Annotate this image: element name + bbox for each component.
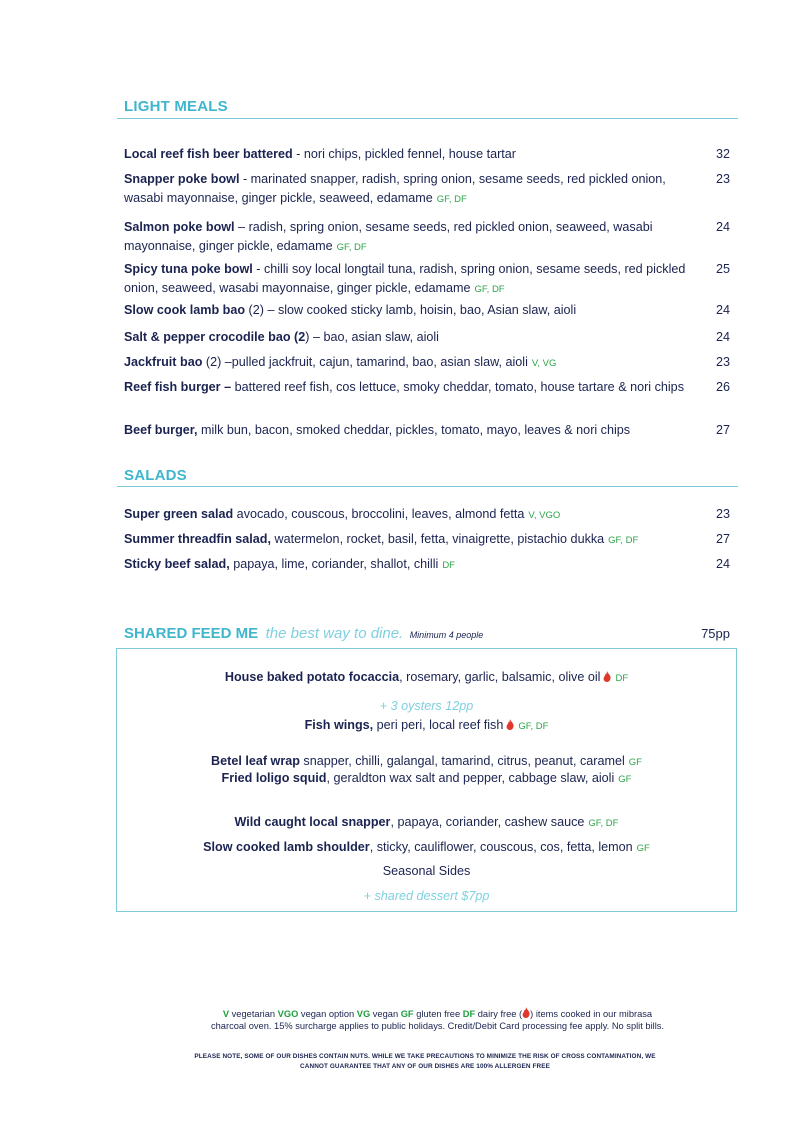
legend-vgo: VGO <box>277 1009 299 1019</box>
item-price: 25 <box>715 262 730 276</box>
allergen-warning-line1: PLEASE NOTE, SOME OF OUR DISHES CONTAIN NUTS. WHILE WE TAKE PRECAUTIONS TO MINIMIZE THE RISK OF CROSS CONTAMINATION, WE <box>194 1053 656 1060</box>
item-name: Snapper poke bowl <box>124 172 240 186</box>
footer-legend <box>150 1007 725 1021</box>
diet-tag: GF, DF <box>336 242 367 253</box>
item-desc: , rosemary, garlic, balsamic, olive oil <box>399 670 601 684</box>
diet-tag: GF, DF <box>608 535 639 546</box>
item-desc: peri peri, local reef fish <box>373 718 504 732</box>
item-name: Beef burger, <box>124 423 198 437</box>
menu-item <box>124 353 694 373</box>
item-name: Jackfruit bao <box>124 355 203 369</box>
item-price: 27 <box>715 532 730 546</box>
diet-tag: GF, DF <box>518 721 549 732</box>
item-desc: watermelon, rocket, basil, fetta, vinaigrette, pistachio dukka <box>270 532 605 546</box>
legend-text: vegan option <box>298 1009 357 1019</box>
item-price: 27 <box>715 423 730 437</box>
item-name: Slow cook lamb bao <box>124 303 246 317</box>
item-price: 32 <box>715 147 730 161</box>
diet-tag: V, VGO <box>528 510 561 521</box>
diet-tag: DF <box>615 673 629 684</box>
item-price: 26 <box>715 380 730 394</box>
footer-note: charcoal oven. 15% surcharge applies to public holidays. Credit/Debit Card processing fee apply. No split bills. <box>210 1021 665 1031</box>
feed-line <box>116 716 737 736</box>
item-desc: ) – bao, asian slaw, aioli <box>305 330 439 344</box>
section-title-salads: SALADS <box>124 467 187 484</box>
item-name: Fried loligo squid <box>221 771 327 785</box>
item-desc: (2) – slow cooked sticky lamb, hoisin, bao, Asian slaw, aioli <box>245 303 577 317</box>
flame-icon <box>506 719 514 730</box>
item-desc: , geraldton wax salt and pepper, cabbage slaw, aioli <box>326 771 615 785</box>
item-name: Slow cooked lamb shoulder <box>203 840 370 854</box>
legend-df: DF <box>462 1009 476 1019</box>
feed-line <box>116 838 737 858</box>
feed-me-heading <box>124 625 483 643</box>
feed-me-price: 75pp <box>701 626 730 641</box>
item-price: 23 <box>715 172 730 186</box>
feed-me-minimum: Minimum 4 people <box>409 630 484 640</box>
diet-tag: GF, DF <box>588 818 619 829</box>
feed-line <box>116 668 737 688</box>
item-desc: (2) –pulled jackfruit, cajun, tamarind, bao, asian slaw, aioli <box>202 355 528 369</box>
allergen-warning-line2: CANNOT GUARANTEE THAT ANY OF OUR DISHES ARE 100% ALLERGEN FREE <box>300 1063 550 1070</box>
item-price: 24 <box>715 220 730 234</box>
item-name: Summer threadfin salad, <box>124 532 271 546</box>
diet-tag: GF, DF <box>436 194 467 205</box>
flame-icon <box>522 1007 530 1018</box>
feed-extra-note: + 3 oysters 12pp <box>379 699 474 713</box>
item-desc: milk bun, bacon, smoked cheddar, pickles, tomato, mayo, leaves & nori chips <box>197 423 631 437</box>
menu-item <box>124 328 694 347</box>
menu-item <box>124 421 694 440</box>
item-name: Reef fish burger – <box>124 380 232 394</box>
item-price: 23 <box>715 507 730 521</box>
diet-tag: DF <box>442 560 455 571</box>
item-desc: – radish, spring onion, sesame seeds, red pickled onion, seaweed, wasabi mayonnaise, ginger pickle, edamame <box>124 220 653 253</box>
diet-tag: GF <box>618 774 632 785</box>
legend-v: V <box>222 1009 230 1019</box>
item-name: House baked potato focaccia <box>224 670 400 684</box>
item-name: Super green salad <box>124 507 234 521</box>
section-divider <box>117 486 738 487</box>
item-name: Fish wings, <box>304 718 374 732</box>
item-price: 24 <box>715 557 730 571</box>
menu-item <box>124 145 694 164</box>
section-title-feed-me: SHARED FEED ME <box>124 625 259 642</box>
legend-text: gluten free <box>413 1009 463 1019</box>
item-desc: battered reef fish, cos lettuce, smoky cheddar, tomato, house tartare & nori chips <box>231 380 684 394</box>
menu-item <box>124 301 694 320</box>
item-desc: - nori chips, pickled fennel, house tartar <box>292 147 516 161</box>
item-desc: papaya, lime, coriander, shallot, chilli <box>229 557 439 571</box>
menu-item <box>124 218 694 257</box>
item-price: 24 <box>715 330 730 344</box>
diet-tag: V, VG <box>531 358 557 369</box>
menu-item <box>124 555 694 575</box>
section-divider <box>117 118 738 119</box>
item-name: Wild caught local snapper <box>234 815 391 829</box>
item-name: Spicy tuna poke bowl <box>124 262 253 276</box>
item-desc: snapper, chilli, galangal, tamarind, citrus, peanut, caramel <box>299 754 625 768</box>
item-name: Salmon poke bowl <box>124 220 235 234</box>
diet-tag: GF, DF <box>474 284 505 295</box>
item-desc: , papaya, coriander, cashew sauce <box>390 815 585 829</box>
feed-seasonal-sides: Seasonal Sides <box>382 864 471 878</box>
legend-vg: VG <box>356 1009 371 1019</box>
feed-me-tagline: the best way to dine. <box>265 625 404 642</box>
legend-gf: GF <box>400 1009 414 1019</box>
item-desc: - marinated snapper, radish, spring onion, sesame seeds, red pickled onion, wasabi mayonnaise, ginger pickle, seaweed, edamame <box>124 172 666 205</box>
menu-item <box>124 530 694 550</box>
menu-item <box>124 378 694 397</box>
item-desc: , sticky, cauliflower, couscous, cos, fetta, lemon <box>369 840 633 854</box>
legend-text: vegan <box>370 1009 401 1019</box>
legend-text: ) items cooked in our mibrasa <box>530 1009 653 1019</box>
legend-text: dairy free ( <box>475 1009 523 1019</box>
item-name: Salt & pepper crocodile bao (2 <box>124 330 306 344</box>
menu-item <box>124 170 694 209</box>
item-name: Betel leaf wrap <box>211 754 300 768</box>
item-price: 23 <box>715 355 730 369</box>
item-name: Sticky beef salad, <box>124 557 230 571</box>
feed-line <box>116 769 737 789</box>
feed-line <box>116 813 737 833</box>
diet-tag: GF <box>628 757 642 768</box>
menu-item <box>124 260 694 299</box>
item-name: Local reef fish beer battered <box>124 147 293 161</box>
item-desc: - chilli soy local longtail tuna, radish, spring onion, sesame seeds, red pickled onion, seaweed, wasabi mayonnaise, ginger pickle, edamame <box>124 262 686 295</box>
flame-icon <box>603 671 611 682</box>
menu-item <box>124 505 694 525</box>
diet-tag: GF <box>636 843 650 854</box>
section-title-light-meals: LIGHT MEALS <box>124 98 228 115</box>
feed-dessert-note: + shared dessert $7pp <box>363 889 490 903</box>
item-price: 24 <box>715 303 730 317</box>
item-desc: avocado, couscous, broccolini, leaves, almond fetta <box>233 507 525 521</box>
legend-text: vegetarian <box>229 1009 278 1019</box>
